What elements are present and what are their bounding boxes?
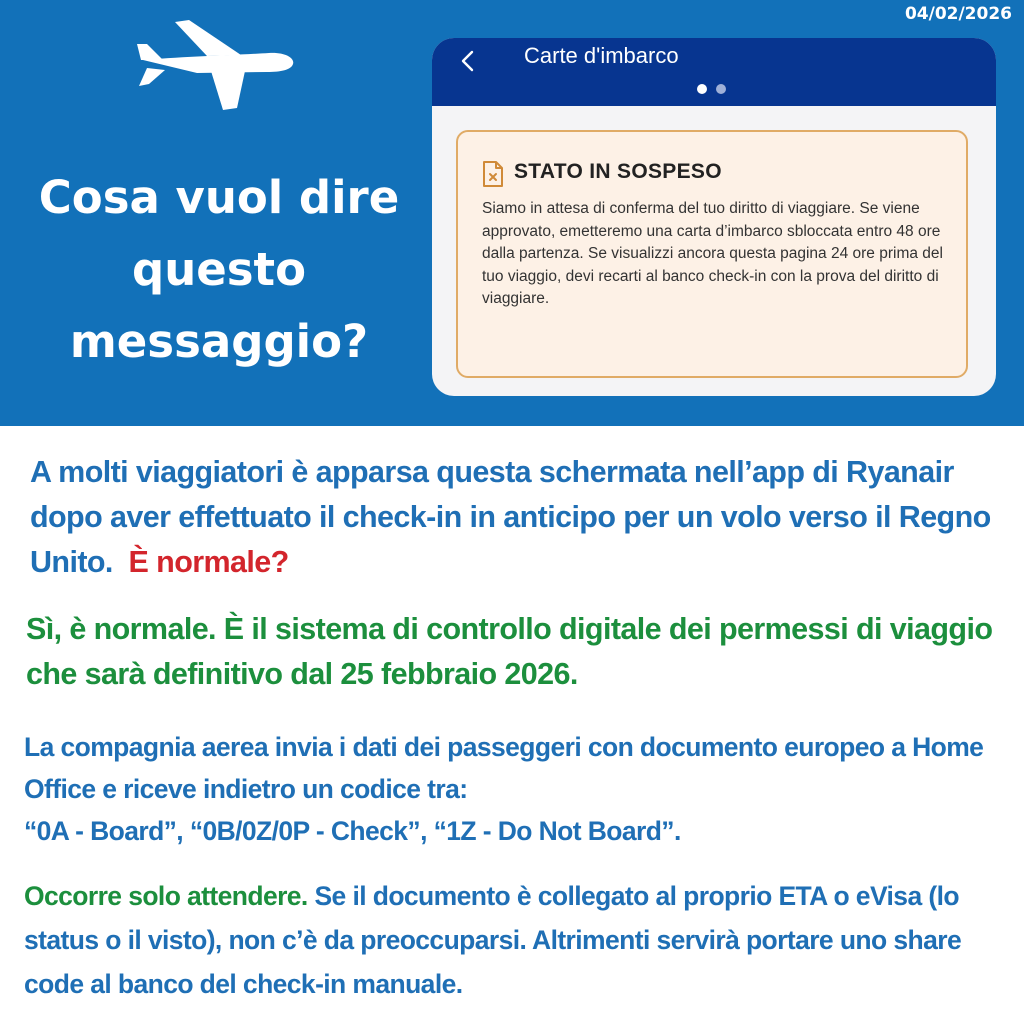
- process-text: La compagnia aerea invia i dati dei passeggeri con documento europeo a Home Office e riceve indietro un codice tra:: [24, 732, 984, 804]
- notice-title: STATO IN SOSPESO: [514, 160, 722, 183]
- pending-status-card: [456, 130, 968, 378]
- app-header: [432, 38, 996, 106]
- advice-paragraph: [24, 874, 1020, 1006]
- intro-text: A molti viaggiatori è apparsa questa schermata nell’app di Ryanair dopo aver effettuato il check-in in anticipo per un volo verso il Regno Unito.: [30, 455, 991, 579]
- answer-paragraph: Sì, è normale. È il sistema di controllo digitale dei permessi di viaggio che sarà definitivo dal 25 febbraio 2026.: [26, 612, 993, 691]
- page-indicator-dot[interactable]: [716, 84, 726, 94]
- intro-question: È normale?: [128, 545, 289, 579]
- date-label: 04/02/2026: [904, 4, 1012, 24]
- advice-text: Se il documento è collegato al proprio ETA o eVisa (lo status o il visto), non c’è da preoccuparsi. Altrimenti servirà portare uno share code al banco del check-in manuale.: [24, 881, 962, 999]
- codes-text: “0A - Board”, “0B/0Z/0P - Check”, “1Z - Do Not Board”.: [24, 816, 681, 846]
- document-x-icon: [482, 160, 504, 188]
- header-band: [0, 0, 1024, 426]
- page-indicator-dot-active[interactable]: [697, 84, 707, 94]
- advice-lead: Occorre solo attendere.: [24, 881, 308, 911]
- intro-paragraph: [30, 450, 1020, 585]
- phone-screenshot: [432, 38, 996, 396]
- notice-body: Siamo in attesa di conferma del tuo diritto di viaggiare. Se viene approvato, emetteremo una carta d’imbarco sbloccata entro 48 ore dalla partenza. Se visualizzi ancora questa pagina 24 ore prima del tuo viaggio, devi recarti al banco check-in con la prova del diritto di viaggiare.: [482, 200, 943, 307]
- screen-title: Carte d'imbarco: [524, 43, 679, 68]
- process-paragraph: [24, 726, 1020, 852]
- chevron-left-icon[interactable]: [458, 46, 478, 76]
- headline: Cosa vuol dire questo messaggio?: [38, 171, 400, 368]
- airplane-icon: [137, 20, 297, 112]
